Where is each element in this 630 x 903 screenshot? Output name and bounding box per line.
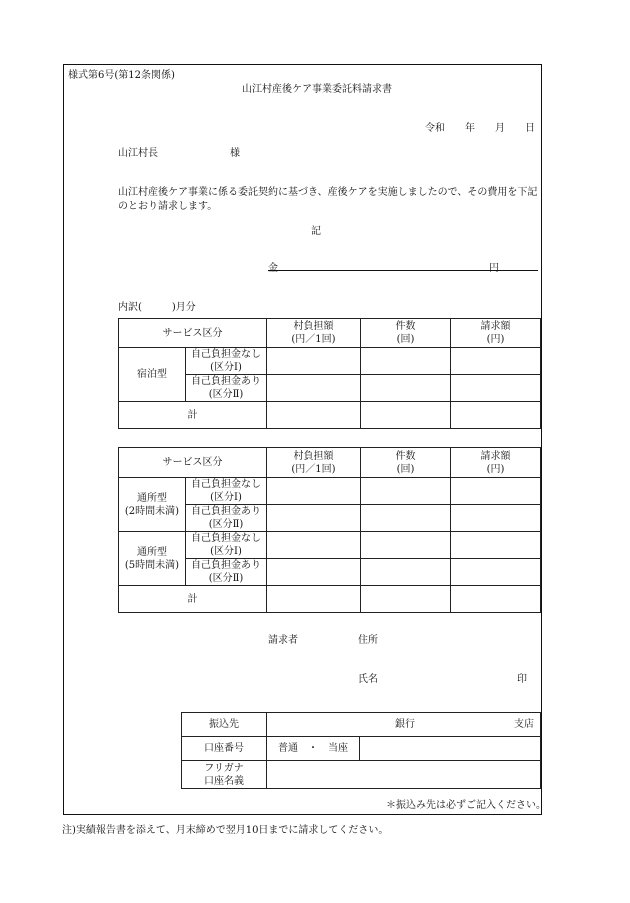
request-input[interactable] (451, 586, 541, 613)
burden-header: 村負担額 (円／1回) (267, 448, 361, 478)
account-number-label: 口座番号 (182, 737, 267, 761)
count-header: 件数 (回) (361, 448, 451, 478)
account-name-input[interactable] (267, 761, 541, 789)
stay-type-label: 宿泊型 (119, 348, 186, 402)
burden-header: 村負担額 (円／1回) (267, 319, 361, 348)
count-header: 件数 (回) (361, 319, 451, 348)
account-name-label: フリガナ 口座名義 (182, 761, 267, 789)
amount-suffix: 円 (489, 263, 499, 274)
count-input[interactable] (361, 586, 451, 613)
total-label: 計 (119, 586, 267, 613)
category-cell: 自己負担金あり (区分Ⅱ) (186, 505, 267, 532)
branch-label: 支店 (514, 719, 534, 730)
claimant-label: 請求者 (268, 635, 298, 646)
date-day: 日 (525, 123, 535, 134)
bank-row (182, 713, 541, 737)
request-input[interactable] (451, 559, 541, 586)
burden-input[interactable] (267, 348, 361, 375)
form-frame (63, 64, 542, 815)
addressee-honorific: 様 (230, 148, 240, 159)
burden-input[interactable] (267, 375, 361, 402)
count-input[interactable] (361, 348, 451, 375)
request-input[interactable] (451, 348, 541, 375)
addressee-name: 山江村長 (118, 148, 158, 159)
table-row (119, 478, 541, 505)
request-input[interactable] (451, 402, 541, 429)
day-type-table (118, 447, 541, 613)
category-cell: 自己負担金なし (区分Ⅰ) (186, 532, 267, 559)
burden-input[interactable] (267, 402, 361, 429)
burden-input[interactable] (267, 586, 361, 613)
category-cell: 自己負担金なし (区分Ⅰ) (186, 478, 267, 505)
total-label: 計 (119, 402, 267, 429)
stay-type-table (118, 318, 541, 429)
burden-input[interactable] (267, 559, 361, 586)
count-input[interactable] (361, 402, 451, 429)
account-type-selector[interactable]: 普通 ・ 当座 (267, 737, 360, 761)
request-input[interactable] (451, 505, 541, 532)
bank-label: 銀行 (395, 719, 415, 730)
category-cell: 自己負担金なし (区分Ⅰ) (186, 348, 267, 375)
request-header: 請求額 (円) (451, 448, 541, 478)
bank-branch-input[interactable] (267, 713, 541, 737)
table-row (119, 532, 541, 559)
body-text-line2: のとおり請求します。 (118, 201, 218, 212)
ki-label: 記 (311, 226, 321, 237)
amount-prefix: 金 (268, 263, 278, 274)
request-input[interactable] (451, 375, 541, 402)
request-header: 請求額 (円) (451, 319, 541, 348)
count-input[interactable] (361, 532, 451, 559)
burden-input[interactable] (267, 532, 361, 559)
burden-input[interactable] (267, 505, 361, 532)
total-row (119, 402, 541, 429)
account-row (182, 737, 541, 761)
request-input[interactable] (451, 532, 541, 559)
date-era: 令和 (425, 123, 445, 134)
table-header-row (119, 448, 541, 478)
seal-label: 印 (517, 674, 527, 685)
address-label: 住所 (358, 635, 378, 646)
count-input[interactable] (361, 478, 451, 505)
category-cell: 自己負担金あり (区分Ⅱ) (186, 375, 267, 402)
bank-note: ＊振込み先は必ずご記入ください。 (386, 800, 546, 811)
count-input[interactable] (361, 559, 451, 586)
burden-input[interactable] (267, 478, 361, 505)
service-header: サービス区分 (119, 448, 267, 478)
table-header-row (119, 319, 541, 348)
account-number-input[interactable] (360, 737, 541, 761)
category-cell: 自己負担金あり (区分Ⅱ) (186, 559, 267, 586)
service-header: サービス区分 (119, 319, 267, 348)
table-row (119, 348, 541, 375)
day-type-label: 通所型 (2時間未満) (119, 478, 186, 532)
form-title: 山江村産後ケア事業委託料請求書 (242, 84, 392, 95)
account-name-row (182, 761, 541, 789)
form-number: 様式第6号(第12条関係) (68, 70, 175, 81)
request-input[interactable] (451, 478, 541, 505)
body-text-line1: 山江村産後ケア事業に係る委託契約に基づき、産後ケアを実施しましたので、その費用を下記 (118, 187, 538, 198)
count-input[interactable] (361, 375, 451, 402)
day-type-label: 通所型 (5時間未満) (119, 532, 186, 586)
transfer-to-label: 振込先 (182, 713, 267, 737)
footnote: 注)実績報告書を添えて、月末締めで翌月10日までに請求してください。 (62, 825, 389, 836)
total-row (119, 586, 541, 613)
breakdown-label: 内訳( )月分 (118, 302, 196, 313)
name-label: 氏名 (358, 674, 378, 685)
date-year: 年 (465, 123, 475, 134)
date-month: 月 (495, 123, 505, 134)
bank-table (181, 712, 541, 789)
count-input[interactable] (361, 505, 451, 532)
amount-underline (268, 270, 538, 271)
